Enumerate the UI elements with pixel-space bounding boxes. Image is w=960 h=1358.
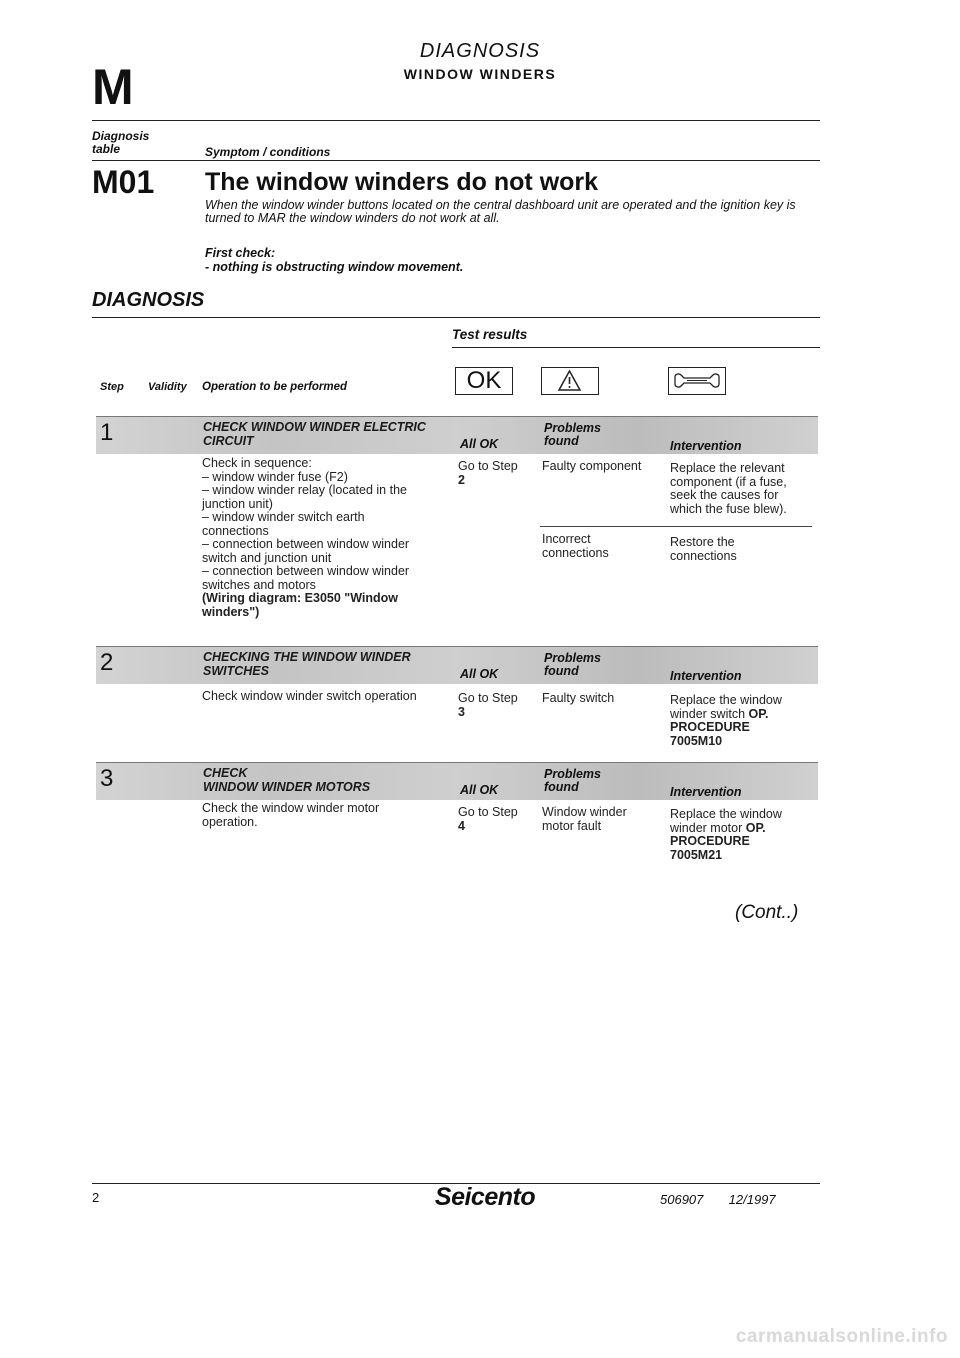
step-2-problems-label: [544, 652, 601, 678]
page-number: 2: [92, 1190, 100, 1205]
ok-icon: OK: [455, 367, 513, 395]
operation-line: switches and motors: [202, 577, 316, 592]
operation-line: – window winder fuse (F2): [202, 469, 348, 484]
goto-text: Go to Step: [458, 459, 518, 473]
problem-line: motor fault: [542, 818, 602, 833]
step-3-title: [203, 766, 370, 794]
first-check-item: - nothing is obstructing window movement.: [205, 260, 464, 274]
intervention-line: Replace the relevant: [670, 461, 785, 475]
problems-line: Problems: [544, 421, 601, 435]
step-1-problem-2: [542, 533, 609, 560]
diagnosis-divider: [92, 317, 820, 318]
procedure-code: 7005M21: [670, 847, 723, 862]
step-2-problem: Faulty switch: [542, 691, 615, 705]
step-2-number: 2: [100, 649, 114, 676]
step-2-goto: [458, 692, 518, 719]
problem-line: Window winder: [542, 805, 627, 819]
operation-line: Check in sequence:: [202, 456, 312, 470]
step-1-title-line: CHECK WINDOW WINDER ELECTRIC: [203, 420, 426, 434]
procedure-label: PROCEDURE: [670, 720, 750, 734]
procedure-code: 7005M10: [670, 733, 723, 748]
step-1-number: 1: [100, 419, 114, 446]
step-column-label: Step: [100, 381, 124, 393]
problem-line: Incorrect: [542, 532, 591, 546]
intervention-line: winder motor: [670, 820, 743, 835]
operation-column-label: Operation to be performed: [202, 381, 348, 393]
brand-logo: Seicento: [434, 1183, 536, 1211]
warning-triangle-icon: [541, 367, 599, 395]
intervention-line: which the fuse blew).: [670, 501, 787, 516]
operation-line: – window winder relay (located in the: [202, 483, 407, 497]
page-title: DIAGNOSIS: [419, 40, 541, 62]
step-1-operation: [202, 457, 442, 619]
step-1-all-ok-label: All OK: [460, 437, 499, 451]
symptom-conditions-label: Symptom / conditions: [205, 145, 331, 159]
step-3-number: 3: [100, 765, 114, 792]
step-2-intervention-label: Intervention: [670, 669, 742, 683]
step-1-title: [203, 420, 426, 448]
operation-line: Check the window winder motor: [202, 801, 380, 815]
operation-line: operation.: [202, 814, 258, 829]
step-2-title: [203, 650, 411, 678]
step-3-intervention: [670, 808, 782, 862]
step-3-all-ok-label: All OK: [460, 783, 499, 797]
step-1-problem-1: Faulty component: [542, 459, 642, 473]
page-subtitle: WINDOW WINDERS: [403, 66, 557, 82]
operation-line: – connection between window winder: [202, 537, 410, 551]
step-2-all-ok-label: All OK: [460, 667, 499, 681]
step-1-intervention-2: [670, 536, 737, 563]
step-3-title-line: CHECK: [203, 766, 248, 780]
problems-line: found: [544, 664, 579, 678]
test-results-label: Test results: [452, 327, 528, 342]
first-check: [205, 246, 463, 274]
document-date: 12/1997: [728, 1192, 776, 1207]
problems-line: found: [544, 780, 579, 794]
intervention-line: connections: [670, 548, 737, 563]
goto-step-number: 2: [458, 472, 465, 487]
diagnosis-heading: DIAGNOSIS: [92, 289, 205, 311]
header-divider: [92, 120, 820, 121]
step-3-title-line: WINDOW WINDER MOTORS: [203, 780, 371, 794]
wrench-icon: [668, 367, 726, 395]
step-1-problems-label: [544, 422, 601, 448]
operation-line: junction unit): [202, 496, 273, 511]
watermark: carmanualsonline.info: [735, 1326, 948, 1347]
problems-line: found: [544, 434, 579, 448]
document-reference: [660, 1192, 776, 1207]
symptom-conditions: When the window winder buttons located on the central dashboard unit are operated and the ignition key is turned to MAR the window winders do not work at all.: [205, 198, 796, 225]
step-3-problems-label: [544, 768, 601, 794]
step-3-operation: [202, 802, 432, 829]
symptom-code: M01: [92, 164, 155, 200]
step-3-intervention-label: Intervention: [670, 785, 742, 799]
wiring-diagram-ref: winders"): [202, 604, 260, 619]
intervention-line: Replace the window: [670, 693, 782, 707]
diagnosis-table-label: Diagnosis table: [92, 129, 150, 156]
problem-divider: [540, 526, 812, 527]
continued-note: (Cont..): [735, 902, 799, 923]
procedure-label: PROCEDURE: [670, 834, 750, 848]
step-1-goto: [458, 460, 518, 487]
operation-line: – connection between window winder: [202, 564, 410, 578]
procedure-prefix: OP.: [745, 820, 766, 835]
wiring-diagram-ref: (Wiring diagram: E3050 "Window: [202, 591, 399, 605]
operation-line: switch and junction unit: [202, 550, 332, 565]
intervention-line: Replace the window: [670, 807, 782, 821]
test-results-divider: [452, 347, 820, 348]
symptom-title: The window winders do not work: [205, 168, 599, 196]
step-1-title-line: CIRCUIT: [203, 434, 254, 448]
document-number: 506907: [660, 1192, 704, 1207]
step-2-title-line: SWITCHES: [203, 664, 269, 678]
problem-line: connections: [542, 545, 609, 560]
goto-step-number: 3: [458, 704, 465, 719]
section-letter: M: [92, 59, 134, 115]
first-check-label: First check:: [205, 246, 276, 260]
goto-text: Go to Step: [458, 691, 518, 705]
step-3-goto: [458, 806, 518, 833]
step-2-title-line: CHECKING THE WINDOW WINDER: [203, 650, 411, 664]
intervention-line: Restore the: [670, 535, 735, 549]
step-2-intervention: [670, 694, 782, 748]
intervention-line: winder switch: [670, 706, 746, 721]
step-2-operation: Check window winder switch operation: [202, 689, 417, 703]
procedure-prefix: OP.: [748, 706, 769, 721]
symptom-divider: [92, 160, 820, 161]
goto-text: Go to Step: [458, 805, 518, 819]
goto-step-number: 4: [458, 818, 465, 833]
step-1-intervention-1: [670, 462, 787, 516]
operation-line: connections: [202, 523, 269, 538]
step-1-intervention-label: Intervention: [670, 439, 742, 453]
step-3-problem: [542, 806, 627, 833]
validity-column-label: Validity: [148, 381, 187, 393]
problems-line: Problems: [544, 651, 601, 665]
intervention-line: component (if a fuse,: [670, 474, 787, 489]
intervention-line: seek the causes for: [670, 488, 779, 502]
problems-line: Problems: [544, 767, 601, 781]
operation-line: – window winder switch earth: [202, 510, 365, 524]
